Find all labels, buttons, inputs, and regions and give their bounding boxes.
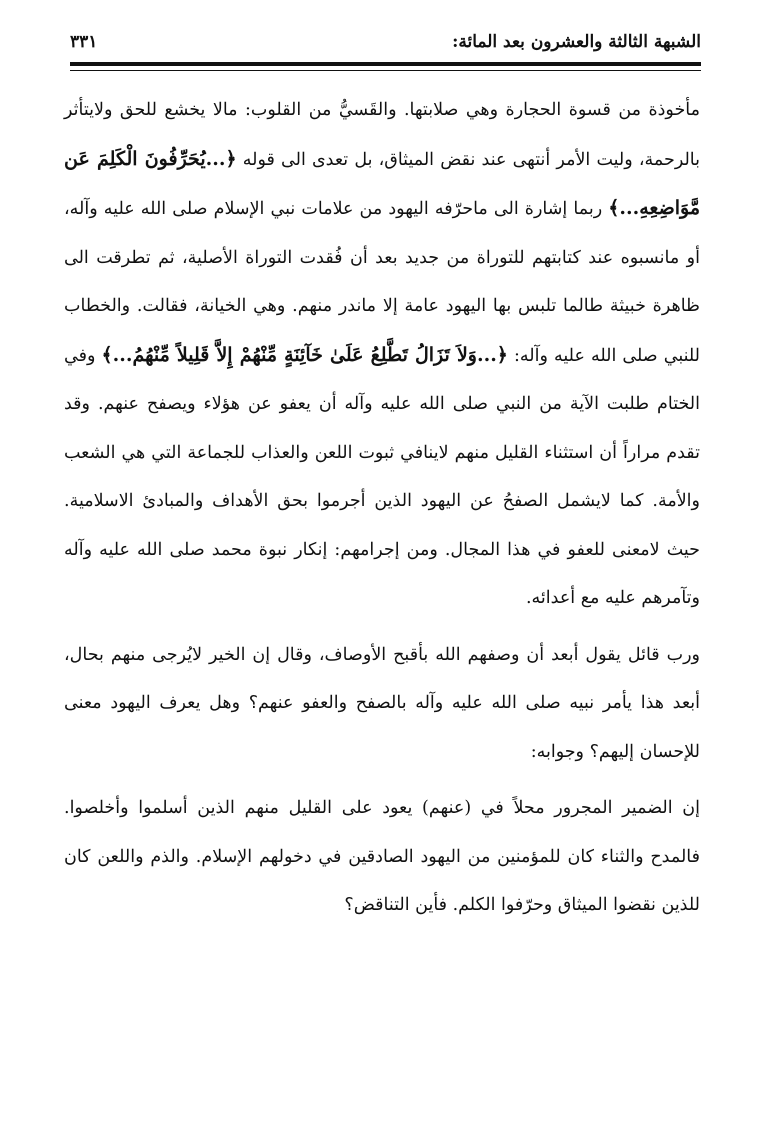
paragraph-1: [64, 86, 700, 623]
paragraph-1-text-c: وفي الختام طلبت الآية من النبي صلى الله عليه وآله أن يعفو عن هؤلاء ويصفح عنهم. وقد تقدم مراراً أن استثناء القليل منهم لاينافي ثبوت اللعن والعذاب للجماعة التي هي الشعب والأمة. كما لايشمل الصفحُ عن اليهود الذين أجرموا بحق الأهداف والمبادئ الاسلامية. حيث لامعنى للعفو في هذا المجال. ومن إجرامهم: إنكار نبوة محمد صلى الله عليه وآله وتآمرهم عليه مع أعدائه.: [64, 345, 700, 608]
header-rule-thin: [70, 70, 701, 71]
page-body: [64, 86, 700, 938]
paragraph-1-text-a: مأخوذة من قسوة الحجارة وهي صلابتها. والقَسيُّ من القلوب: مالا يخشع للحق ولايتأثر بالرحمة، وليت الأمر أنتهى عند نقض الميثاق، بل تعدى الى قوله: [64, 100, 701, 170]
paragraph-1-text-b: ربما إشارة الى ماحرّفه اليهود من علامات نبي الإسلام صلى الله عليه وآله، أو مانسبوه عند كتابتهم للتوراة من جديد بعد أن فُقدت التوراة الأصلية، ثم تطرقت الى ظاهرة خبيثة طالما تلبس بها اليهود عامة إلا ماندر منهم. وهي الخيانة، فقالت. والخطاب للنبي صلى الله عليه وآله:: [64, 199, 701, 366]
quran-quote-2: ﴿...وَلاَ تَزَالُ تَطَّلِعُ عَلَىٰ خَآئِنَةٍ مِّنْهُمْ إِلاَّ قَلِيلاً مِّنْهُمُ...﴾: [101, 343, 508, 366]
paragraph-2: ورب قائل يقول أبعد أن وصفهم الله بأقبح الأوصاف، وقال إن الخير لايُرجى منهم بحال، أبعد هذا يأمر نبيه صلى الله عليه وآله بالصفح والعفو عنهم؟ وهل يعرف اليهود معنى للإحسان إليهم؟ وجوابه:: [64, 644, 700, 762]
header-rule-thick: [70, 62, 701, 66]
quran-quote-1: ﴿...يُحَرِّفُونَ الْكَلِمَ عَن مَّوَاضِعِهِ...﴾: [64, 147, 700, 219]
chapter-title: الشبهة الثالثة والعشرون بعد المائة:: [452, 32, 701, 52]
page-number: ٣٣١: [70, 32, 98, 52]
paragraph-3: إن الضمير المجرور محلاً في (عنهم) يعود على القليل منهم الذين أسلموا وأخلصوا. فالمدح والثناء كان للمؤمنين من اليهود الصادقين في دخولهم الإسلام. والذم واللعن كان للذين نقضوا الميثاق وحرّفوا الكلم. فأين التناقض؟: [64, 798, 700, 915]
page-header: [70, 30, 701, 58]
